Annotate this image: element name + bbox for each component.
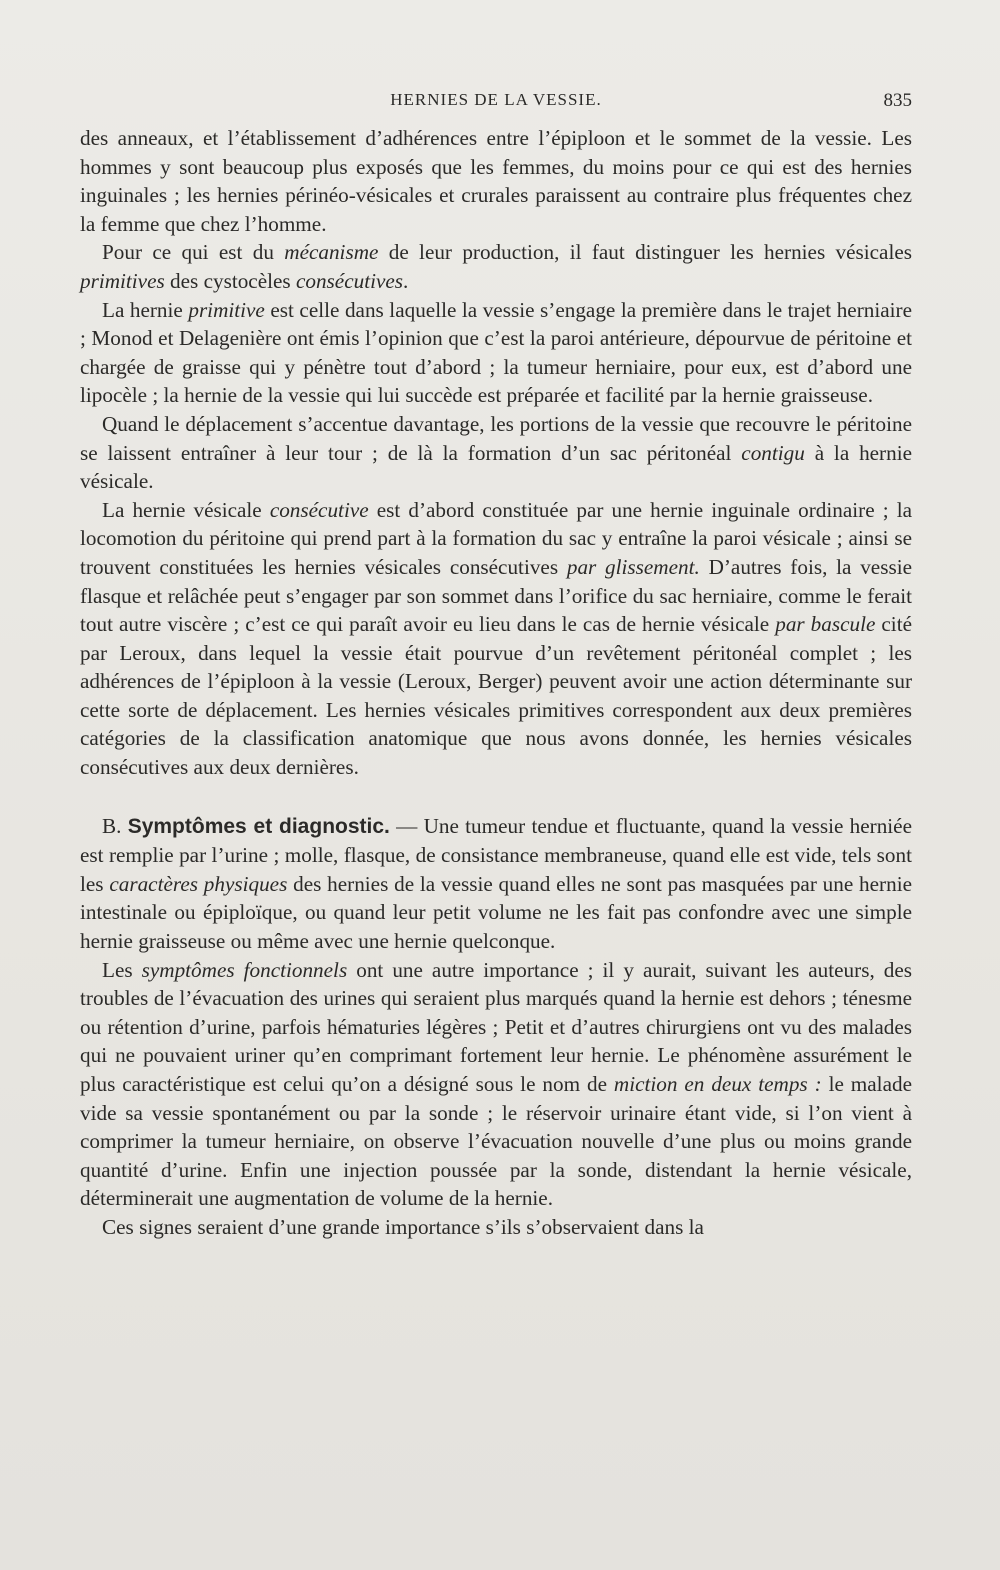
paragraph-8 bbox=[80, 1213, 912, 1242]
paragraph-text: . bbox=[403, 268, 409, 293]
italic-term: mécanisme bbox=[284, 240, 379, 265]
italic-term: primitive bbox=[188, 297, 265, 322]
italic-term: consécutives bbox=[295, 268, 404, 293]
page-number: 835 bbox=[883, 90, 912, 111]
paragraph-text: Pour ce qui est du bbox=[102, 240, 285, 265]
paragraph-text: cité par Leroux, dans lequel la vessie était pourvue d’un revêtement péritonéal complet ; les adhérences de l’épiploon à la vessie (Leroux, Berger) peuvent avoir une action déterminante sur cette sorte de déplacement. Les hernies vésicales primitives correspondent aux deux premières catégories de la classification anatomique que nous avons donnée, les hernies vésicales consécutives aux deux dernières. bbox=[80, 612, 912, 780]
paragraph-3 bbox=[80, 296, 912, 410]
italic-term: par bascule bbox=[775, 612, 876, 637]
section-letter: B. bbox=[102, 813, 122, 838]
italic-term: contigu bbox=[741, 440, 805, 465]
paragraph-text: La hernie bbox=[102, 297, 189, 322]
paragraph-text: ont une autre importance ; il y aurait, suivant les auteurs, des troubles de l’évacuation des urines qui seraient plus marqués quand la hernie est dehors ; ténesme ou rétention d’urine, parfois hématuries légères ; Petit et d’autres chirurgiens ont vu des malades qui ne pouvaient uriner qu’en comprimant fortement leur hernie. Le phénomène assurément le plus caractéristique est celui qu’on a désigné sous le nom de bbox=[80, 957, 913, 1096]
italic-term: caractères physiques bbox=[109, 871, 288, 896]
paragraph-1 bbox=[80, 124, 912, 238]
paragraph-text: Quand le déplacement s’accentue davantage, les portions de la vessie que recouvre le péritoine se laissent entraîner à leur tour ; de là la formation d’un sac péritonéal bbox=[80, 411, 912, 465]
paragraph-text: La hernie vésicale bbox=[102, 497, 270, 522]
paragraph-text: Les bbox=[102, 957, 142, 982]
paragraph-text: de leur production, il faut distinguer les hernies vésicales bbox=[378, 240, 912, 265]
paragraph-5 bbox=[80, 496, 912, 782]
paragraph-text: D’autres fois, la vessie flasque et relâchée peut s’engager par son sommet dans l’orifice du sac herniaire, comme le ferait tout autre viscère ; c’est ce qui paraît avoir eu lieu dans le cas de hernie vésicale bbox=[80, 554, 912, 637]
paragraph-text: des hernies de la vessie quand elles ne sont pas masquées par une hernie intestinale ou épiploïque, ou quand leur petit volume ne les fait pas confondre avec une simple hernie graisseuse ou même avec une hernie quelconque. bbox=[80, 871, 912, 954]
paragraph-text: Ces signes seraient d’une grande importance s’ils s’observaient dans la bbox=[102, 1214, 704, 1239]
running-title: HERNIES DE LA VESSIE. bbox=[390, 90, 602, 109]
paragraph-text: des cystocèles bbox=[164, 268, 296, 293]
paragraph-4 bbox=[80, 410, 912, 496]
page-body bbox=[80, 124, 912, 1242]
paragraph-2 bbox=[80, 238, 912, 295]
section-heading: Symptômes et diagnostic. bbox=[127, 814, 390, 838]
page-header bbox=[80, 90, 912, 118]
paragraph-text: à la hernie vésicale. bbox=[80, 440, 913, 494]
italic-term: consécutive bbox=[269, 497, 369, 522]
paragraph-text: — Une tumeur tendue et fluctuante, quand la vessie herniée est remplie par l’urine ; molle, flasque, de consistance membraneuse, quand elle est vide, tels sont les bbox=[80, 813, 912, 896]
section-b-paragraph bbox=[80, 812, 912, 956]
italic-term: miction en deux temps : bbox=[613, 1072, 822, 1096]
paragraph-text: des anneaux, et l’établissement d’adhérences entre l’épiploon et le sommet de la vessie. Les hommes y sont beaucoup plus exposés que les femmes, du moins pour ce qui est des hernies inguinales ; les hernies périnéo-vésicales et crurales paraissent au contraire plus fréquentes chez la femme que chez l’homme. bbox=[80, 126, 912, 236]
italic-term: symptômes fonctionnels bbox=[141, 957, 348, 982]
italic-term: par glissement. bbox=[566, 554, 700, 579]
paragraph-text: le malade vide sa vessie spontanément ou par la sonde ; le réservoir urinaire étant vide, si l’on vient à comprimer la tumeur herniaire, on observe l’évacuation nouvelle d’une plus ou moins grande quantité d’urine. Enfin une injection poussée par la sonde, distendant la hernie vésicale, déterminerait une augmentation de volume de la hernie. bbox=[80, 1072, 912, 1211]
paragraph-7 bbox=[80, 956, 912, 1213]
italic-term: primitives bbox=[80, 268, 165, 293]
paragraph-text: est d’abord constituée par une hernie inguinale ordinaire ; la locomotion du péritoine qui prend part à la formation du sac y entraîne la paroi vésicale ; ainsi se trouvent constituées les hernies vésicales consécutives bbox=[80, 497, 913, 579]
paragraph-text: est celle dans laquelle la vessie s’engage la première dans le trajet herniaire ; Monod et Delagenière ont émis l’opinion que c’est la paroi antérieure, dépourvue de péritoine et chargée de graisse qui y pénètre tout d’abord ; la tumeur herniaire, pour eux, est d’abord une lipocèle ; la hernie de la vessie qui lui succède est préparée et facilité par la hernie graisseuse. bbox=[80, 297, 912, 408]
